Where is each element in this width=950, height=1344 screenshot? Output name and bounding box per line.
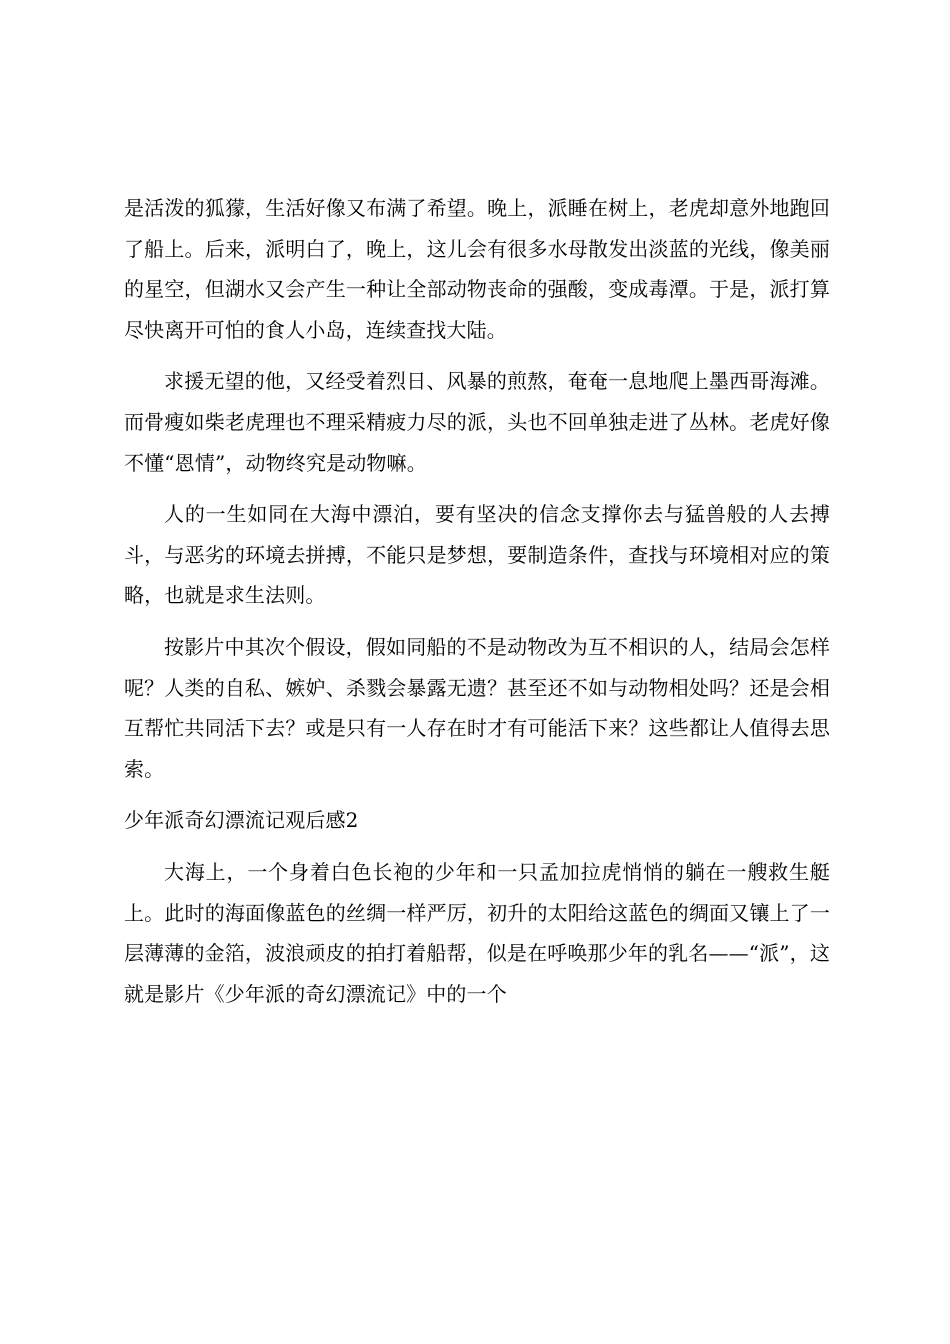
paragraph-continuation: 是活泼的狐獴，生活好像又布满了希望。晚上，派睡在树上，老虎却意外地跑回了船上。后来，派明白了，晚上，这儿会有很多水母散发出淡蓝的光线，像美丽的星空，但湖水又会产生一种让全部动物丧命的强酸，变成毒潭。于是，派打算尽快离开可怕的食人小岛，连续查找大陆。: [124, 196, 830, 342]
paragraph: 人的一生如同在大海中漂泊，要有坚决的信念支撑你去与猛兽般的人去搏斗，与恶劣的环境去拼搏，不能只是梦想，要制造条件，查找与环境相对应的策略，也就是求生法则。: [124, 502, 830, 608]
document-page: [124, 188, 830, 1025]
paragraph: 求援无望的他，又经受着烈日、风暴的煎熬，奄奄一息地爬上墨西哥海滩。而骨瘦如柴老虎理也不理采精疲力尽的派，头也不回单独走进了丛林。老虎好像不懂“恩情”，动物终究是动物嘛。: [124, 369, 830, 475]
paragraph: 按影片中其次个假设，假如同船的不是动物改为互不相识的人，结局会怎样呢？人类的自私、嫉妒、杀戮会暴露无遗？甚至还不如与动物相处吗？还是会相互帮忙共同活下去？或是只有一人存在时才有可能活下来？这些都让人值得去思索。: [124, 634, 830, 781]
paragraph: 大海上，一个身着白色长袍的少年和一只孟加拉虎悄悄的躺在一艘救生艇上。此时的海面像蓝色的丝绸一样严厉，初升的太阳给这蓝色的绸面又镶上了一层薄薄的金箔，波浪顽皮的拍打着船帮，似是在呼唤那少年的乳名——“派”，这就是影片《少年派的奇幻漂流记》中的一个: [124, 859, 830, 1006]
section-heading: 少年派奇幻漂流记观后感2: [124, 808, 359, 833]
